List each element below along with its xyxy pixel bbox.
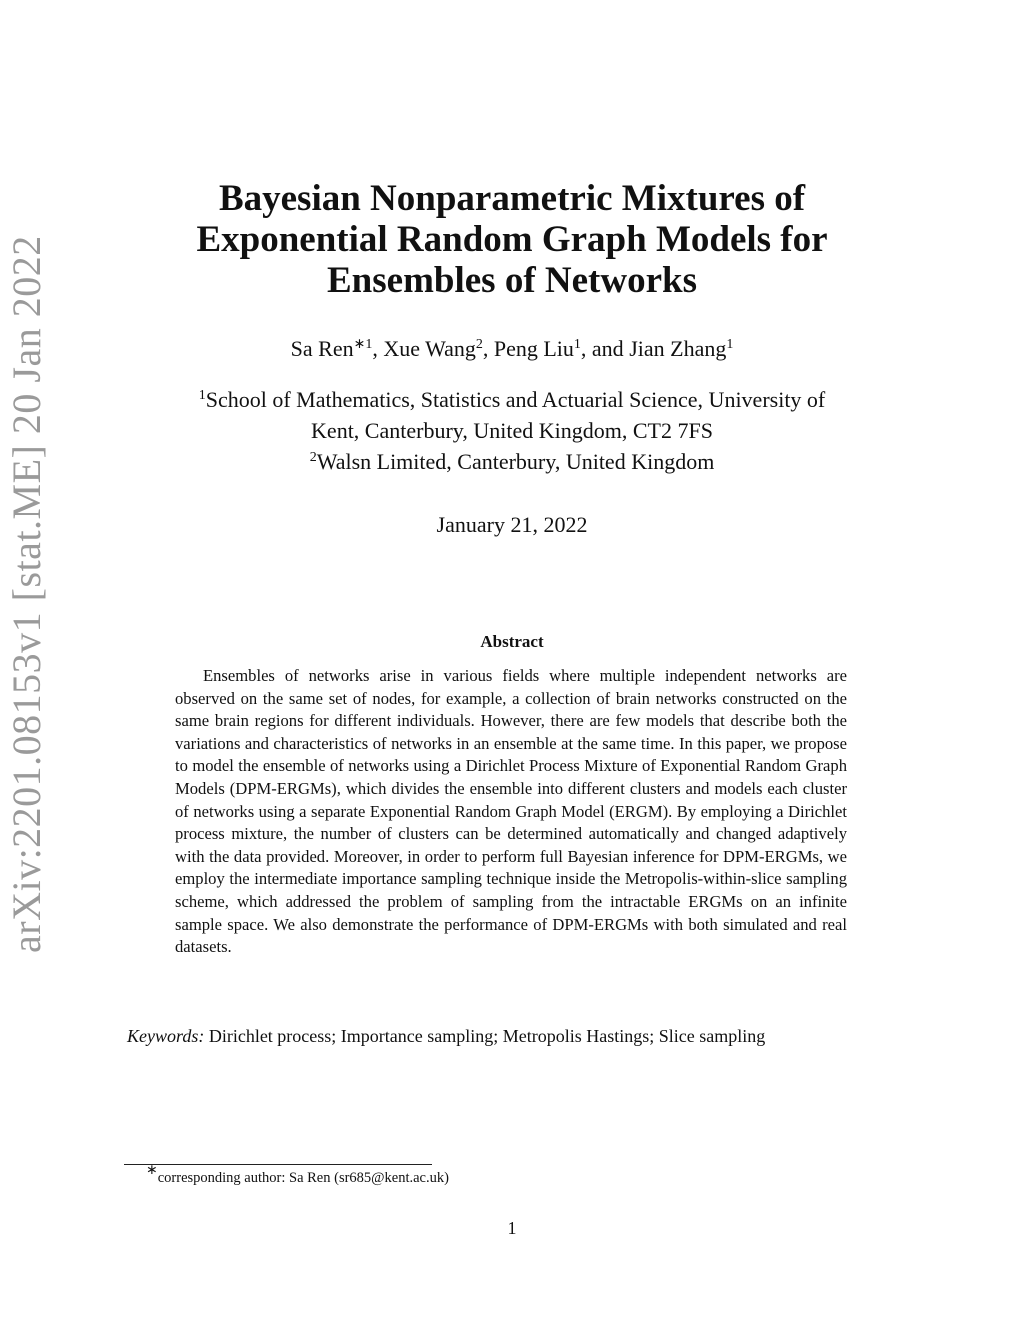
affiliation-1	[0, 384, 1024, 415]
affiliation-1-line-1: School of Mathematics, Statistics and Actuarial Science, University of	[205, 387, 826, 412]
author-affiliation-mark: 1	[573, 337, 581, 352]
keywords-text: Dirichlet process; Importance sampling; Metropolis Hastings; Slice sampling	[208, 1026, 766, 1046]
author-affiliation-mark: ∗1	[353, 337, 373, 352]
footnote-divider	[124, 1164, 432, 1165]
keywords-label: Keywords:	[127, 1026, 205, 1046]
abstract-heading: Abstract	[480, 632, 544, 651]
author-separator: ,	[372, 336, 384, 361]
author-affiliation-mark: 2	[475, 337, 483, 352]
affiliation-1-line-2: Kent, Canterbury, United Kingdom, CT2 7FS	[311, 418, 713, 443]
affiliations	[0, 384, 1024, 477]
title-line-3: Ensembles of Networks	[327, 260, 697, 301]
arxiv-identifier-stamp: arXiv:2201.08153v1 [stat.ME] 20 Jan 2022	[4, 235, 49, 953]
affiliation-2-line-1: Walsn Limited, Canterbury, United Kingdom	[316, 449, 715, 474]
affiliation-1-mark: 1	[198, 388, 206, 403]
affiliation-2	[0, 446, 1024, 477]
publication-date: January 21, 2022	[436, 512, 588, 537]
author-affiliation-mark: 1	[726, 337, 734, 352]
author-separator: , and	[580, 336, 630, 361]
author-name: Peng Liu	[493, 336, 574, 361]
title-line-2: Exponential Random Graph Models for	[196, 219, 828, 260]
paper-title	[0, 178, 1024, 301]
footnote-mark: ∗	[146, 1163, 158, 1178]
author-separator: ,	[482, 336, 494, 361]
footnote	[146, 1163, 449, 1187]
author-name: Sa Ren	[290, 336, 354, 361]
page-number: 1	[507, 1218, 517, 1238]
affiliation-2-mark: 2	[309, 450, 317, 465]
author-name: Xue Wang	[383, 336, 476, 361]
footnote-text: corresponding author: Sa Ren (sr685@kent.ac.uk)	[157, 1170, 449, 1186]
keywords	[127, 1026, 887, 1047]
title-line-1: Bayesian Nonparametric Mixtures of	[218, 178, 806, 219]
author-list	[0, 336, 1024, 362]
author-name: Jian Zhang	[629, 336, 727, 361]
abstract-body: Ensembles of networks arise in various fields where multiple independent networks are observed on the same set of nodes, for example, a collection of brain networks constructed on the same brain regions for different individuals. However, there are few models that describe both the variations and characteristics of networks in an ensemble at the same time. In this paper, we propose to model the ensemble of networks using a Dirichlet Process Mixture of Exponential Random Graph Models (DPM-ERGMs), which divides the ensemble into different clusters and models each cluster of networks using a separate Exponential Random Graph Model (ERGM). By employing a Dirichlet process mixture, the number of clusters can be determined automatically and changed adaptively with the data provided. Moreover, in order to perform full Bayesian inference for DPM-ERGMs, we employ the intermediate importance sampling technique inside the Metropolis-within-slice sampling scheme, which addressed the problem of sampling from the intractable ERGMs on an infinite sample space. We also demonstrate the performance of DPM-ERGMs with both simulated and real datasets.	[175, 666, 847, 957]
